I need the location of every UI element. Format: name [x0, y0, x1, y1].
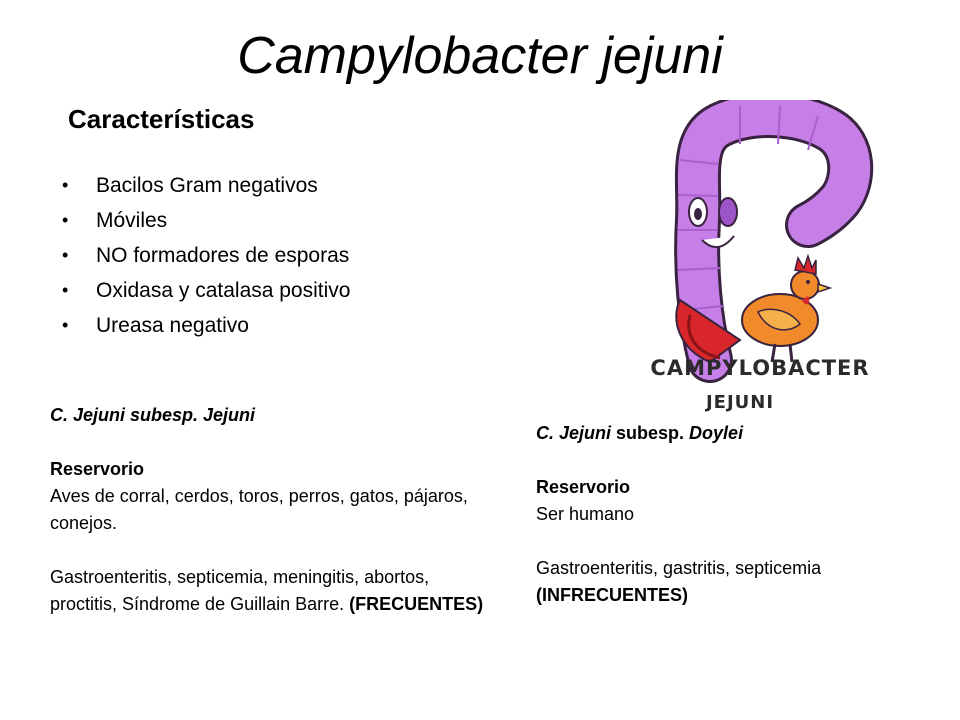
list-item [62, 273, 350, 308]
diseases-paragraph [50, 564, 490, 618]
list-item-text: Ureasa negativo [96, 314, 249, 337]
characteristics-list [62, 168, 350, 343]
species-name: C. Jejuni [536, 423, 612, 443]
reservoir-text: Ser humano [536, 504, 635, 524]
list-item-text: NO formadores de esporas [96, 244, 350, 267]
subspecies-variant: Doylei [689, 423, 744, 443]
subspecies-jejuni-panel [50, 402, 490, 618]
subspecies-doylei-panel [536, 420, 936, 609]
bullet-icon: • [62, 210, 69, 230]
bullet-icon: • [62, 315, 69, 335]
section-heading: Características [68, 104, 255, 134]
right-eye-icon [719, 198, 737, 226]
list-item-text: Bacilos Gram negativos [96, 174, 318, 197]
subspecies-connector: subesp. [611, 423, 690, 443]
list-item [62, 308, 350, 343]
diseases-text: Gastroenteritis, septicemia, meningitis, abortos, proctitis, Síndrome de Guillain Barre. [50, 567, 430, 614]
frequency-label: (FRECUENTES) [349, 594, 484, 614]
list-item [62, 203, 350, 238]
list-item [62, 168, 350, 203]
list-item-text: Móviles [96, 209, 168, 232]
reservoir-label: Reservorio [50, 459, 145, 479]
subspecies-title [536, 420, 936, 447]
bullet-icon: • [62, 280, 69, 300]
reservoir-text: Aves de corral, cerdos, toros, perros, gatos, pájaros, conejos. [50, 486, 468, 533]
reservoir-label: Reservorio [536, 477, 631, 497]
subspecies-title: C. Jejuni subesp. Jejuni [50, 405, 256, 425]
bullet-icon: • [62, 175, 69, 195]
logo-title: CAMPYLOBACTER [650, 356, 870, 380]
diseases-text: Gastroenteritis, gastritis, septicemia [536, 558, 822, 578]
list-item [62, 238, 350, 273]
logo-subtitle: JEJUNI [705, 392, 775, 413]
frequency-label: (INFRECUENTES) [536, 585, 688, 605]
list-item-text: Oxidasa y catalasa positivo [96, 279, 351, 302]
bullet-icon: • [62, 245, 69, 265]
slide-title: Campylobacter jejuni [237, 27, 723, 85]
